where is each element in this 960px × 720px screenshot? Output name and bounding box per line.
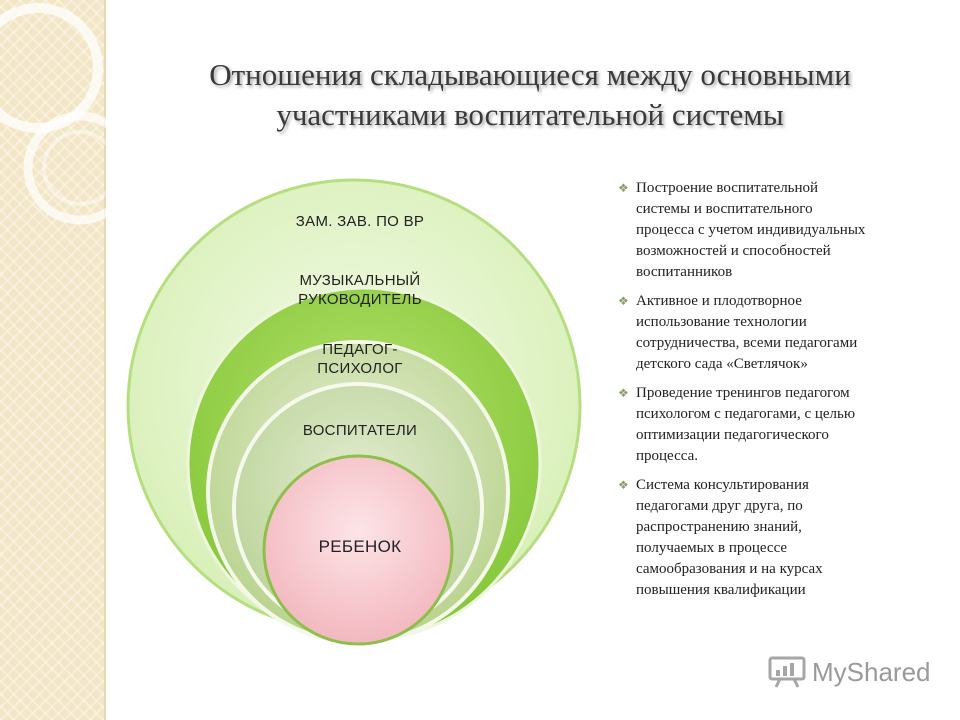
nested-circles-diagram — [120, 170, 600, 650]
bullet-line: получаемых в процессе — [636, 540, 788, 556]
nested-circles — [120, 170, 600, 650]
label-music-director-line-2: РУКОВОДИТЕЛЬ — [298, 291, 422, 308]
label-psychologist-line-2: ПСИХОЛОГ — [317, 360, 403, 377]
diamond-bullet-icon: ❖ — [618, 478, 629, 492]
bullet-line: системы и воспитательного — [636, 201, 813, 217]
bullet-line: детского сада «Светлячок» — [636, 356, 808, 372]
bullet-line: использование технологии — [636, 314, 807, 330]
title-line-2: участниками воспитательной системы — [276, 97, 784, 132]
bullet-item — [618, 475, 938, 601]
bullet-line: процесса. — [636, 448, 698, 464]
diamond-bullet-icon: ❖ — [618, 181, 629, 195]
bullet-line: педагогами друг друга, по — [636, 498, 803, 514]
bullet-line: оптимизации педагогического — [636, 427, 829, 443]
watermark-logo — [768, 655, 931, 689]
label-educators: ВОСПИТАТЕЛИ — [302, 422, 418, 439]
diamond-bullet-icon: ❖ — [618, 386, 629, 400]
bullet-item — [618, 291, 938, 375]
bullet-line: Система консультирования — [636, 477, 809, 493]
label-deputy-head: ЗАМ. ЗАВ. ПО ВР — [295, 213, 425, 230]
bullet-line: психологом с педагогами, с целью — [636, 406, 856, 422]
slide-title — [130, 55, 930, 135]
label-child: РЕБЕНОК — [318, 537, 402, 556]
bullet-line: самообразования и на курсах — [636, 561, 823, 577]
decorative-rings — [0, 0, 130, 260]
presentation-board-icon — [768, 655, 806, 689]
label-music-director-line-1: МУЗЫКАЛЬНЫЙ — [299, 272, 421, 289]
bullet-line: повышения квалификации — [636, 582, 806, 598]
diamond-bullet-icon: ❖ — [618, 294, 629, 308]
bullet-line: возможностей и способностей — [636, 243, 831, 259]
watermark-text: MyShared — [812, 656, 931, 687]
bullet-line: Проведение тренингов педагогом — [636, 385, 850, 401]
label-psychologist-line-1: ПЕДАГОГ- — [322, 341, 398, 358]
bullet-line: Активное и плодотворное — [636, 293, 802, 309]
bullet-line: распространению знаний, — [636, 519, 802, 535]
bullet-line: сотрудничества, всеми педагогами — [636, 335, 858, 351]
bullet-line: воспитанников — [636, 264, 733, 280]
title-line-1: Отношения складывающиеся между основными — [209, 57, 851, 92]
bullet-list — [618, 178, 938, 609]
bullet-item — [618, 383, 938, 467]
label-music-director — [260, 271, 460, 309]
bullet-line: Построение воспитательной — [636, 180, 819, 196]
bullet-item — [618, 178, 938, 283]
bullet-line: процесса с учетом индивидуальных — [636, 222, 866, 238]
label-psychologist — [260, 340, 460, 378]
